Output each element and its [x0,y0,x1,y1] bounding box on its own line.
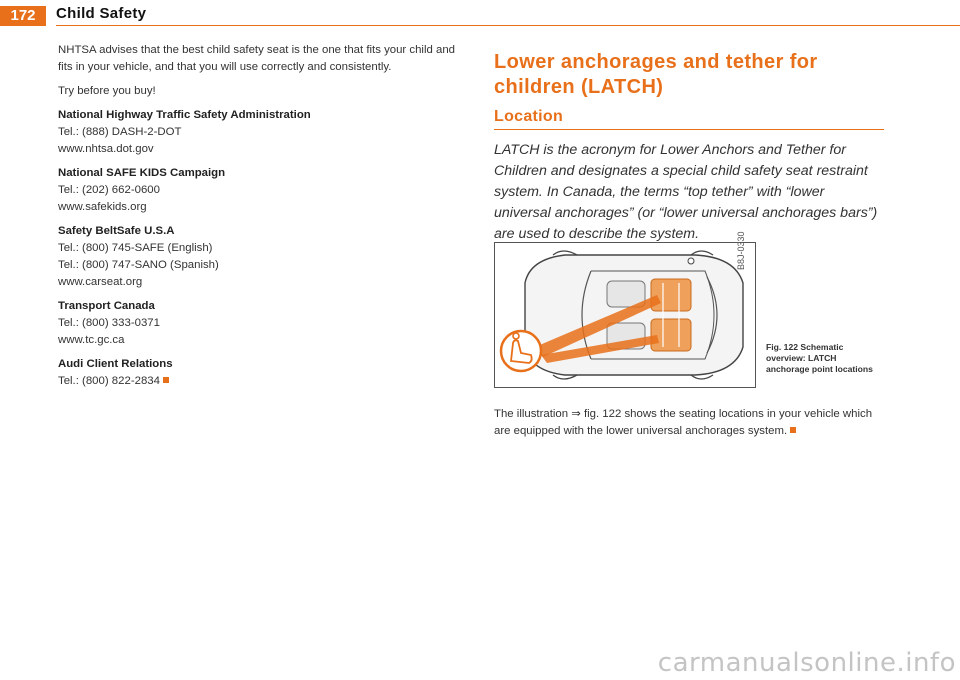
end-of-section-icon [163,377,169,383]
org-phone: Tel.: (800) 747-SANO (Spanish) [58,259,219,271]
org-beltsafe [58,223,458,291]
org-website: www.safekids.org [58,201,147,213]
org-name: Audi Client Relations [58,358,173,370]
org-phone: Tel.: (800) 745-SAFE (English) [58,242,213,254]
latch-body-text: The illustration ⇒ fig. 122 shows the seating locations in your vehicle which are equipped with the lower universal anchorages system. [494,408,873,437]
org-safekids [58,165,458,216]
chapter-title: Child Safety [56,5,147,22]
org-name: National Highway Traffic Safety Administration [58,109,311,121]
right-column [494,50,884,245]
left-column [58,42,458,397]
page-header [0,0,960,30]
latch-figure [494,242,756,388]
figure-caption: Fig. 122 Schematic overview: LATCH anchorage point locations [766,342,873,374]
header-rule [56,25,960,26]
org-audi-client-relations [58,356,458,390]
subsection-rule [494,129,884,130]
org-phone: Tel.: (202) 662-0600 [58,184,160,196]
try-paragraph: Try before you buy! [58,85,156,97]
org-phone: Tel.: (800) 333-0371 [58,317,160,329]
org-website: www.nhtsa.dot.gov [58,143,154,155]
section-title: Lower anchorages and tether for children (LATCH) [494,51,818,98]
subsection-title: Location [494,108,564,125]
latch-body-paragraph [494,406,884,440]
figure-code: B8J-0330 [736,231,746,270]
org-website: www.tc.gc.ca [58,334,125,346]
page-number: 172 [0,6,46,26]
org-nhtsa [58,107,458,158]
end-of-section-icon [790,427,796,433]
org-name: Transport Canada [58,300,155,312]
car-schematic-illustration [495,243,755,387]
watermark: carmanualsonline.info [657,648,956,678]
org-name: National SAFE KIDS Campaign [58,167,226,179]
latch-intro: LATCH is the acronym for Lower Anchors and Tether for Children and designates a special child safety seat restraint system. In Canada, the terms “top tether” with “lower universal anchorages” (or “lower universal anchorages bars”) are used to describe the system. [494,142,878,242]
org-name: Safety BeltSafe U.S.A [58,225,175,237]
org-website: www.carseat.org [58,276,143,288]
org-phone: Tel.: (800) 822-2834 [58,375,160,387]
org-phone-line [58,373,458,390]
intro-paragraph: NHTSA advises that the best child safety seat is the one that fits your child and fits in your vehicle, and that you will use correctly and consistently. [58,44,455,73]
org-transport-canada [58,298,458,349]
org-phone: Tel.: (888) DASH-2-DOT [58,126,182,138]
